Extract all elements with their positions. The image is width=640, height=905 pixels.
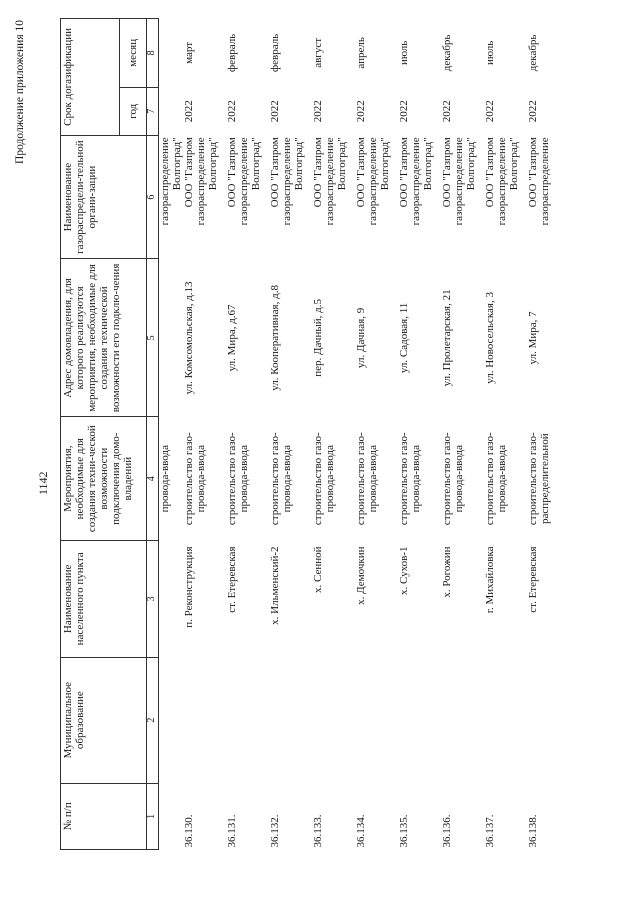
row-organization: ООО "Газпром газораспределение Волгоград" — [269, 137, 305, 226]
row-address: ул. Дачная, 9 — [355, 307, 367, 369]
col-header-settlement: Наименование населенного пункта — [61, 540, 147, 657]
row-municipality — [355, 657, 398, 783]
row-measure: строительство газо-провода-ввода — [441, 432, 465, 526]
col-header-year: год — [120, 87, 147, 135]
row-year: 2022 — [269, 100, 281, 123]
row-number: 36.131. — [226, 814, 238, 848]
table-row — [183, 19, 226, 850]
row-month: декабрь — [441, 34, 453, 72]
row-organization: ООО "Газпром газораспределение Волгоград" — [441, 137, 477, 226]
index-3: 3 — [147, 540, 159, 657]
row-address: ул. Садовая, 11 — [398, 302, 410, 374]
row-address: ул. Мира, 7 — [527, 311, 539, 365]
row-measure: строительство газо-провода-ввода — [355, 432, 379, 526]
row-number: 36.134. — [355, 814, 367, 848]
row-address: ул. Комсомольская, д.13 — [183, 281, 195, 395]
row-organization: ООО "Газпром газораспределение Волгоград" — [312, 137, 348, 226]
row-month: август — [312, 37, 324, 68]
row-address: ул. Новосельская, 3 — [484, 292, 496, 384]
index-8: 8 — [147, 19, 159, 88]
row-year: 2022 — [527, 100, 539, 123]
index-5: 5 — [147, 259, 159, 417]
row-settlement: х. Ильменский-2 — [269, 546, 281, 625]
continuation-row — [159, 19, 184, 850]
table-row — [355, 19, 398, 850]
row-measure: строительство газо-провода-ввода — [312, 432, 336, 526]
table-row — [441, 19, 484, 850]
index-7: 7 — [147, 87, 159, 135]
col-header-number: № п/п — [61, 783, 147, 849]
col-header-month: месяц — [120, 19, 147, 88]
row-number: 36.133. — [312, 814, 324, 848]
row-organization: ООО "Газпром газораспределение Волгоград" — [183, 137, 219, 226]
row-settlement: п. Реконструкция — [183, 546, 195, 628]
row-municipality — [312, 657, 355, 783]
row-municipality — [441, 657, 484, 783]
row-settlement: х. Сенной — [312, 546, 324, 593]
continuation-measure: провода-ввода — [159, 445, 171, 513]
table-row — [398, 19, 441, 850]
row-month: февраль — [226, 33, 238, 72]
row-year: 2022 — [355, 100, 367, 123]
row-measure: строительство газо-провода-ввода — [183, 432, 207, 526]
row-measure: строительство газо-провода-ввода — [269, 432, 293, 526]
page-number: 1142 — [36, 471, 50, 495]
row-municipality — [226, 657, 269, 783]
row-address: ул. Пролетарская, 21 — [441, 289, 453, 387]
row-address: ул. Кооперативная, д.8 — [269, 285, 281, 391]
row-year: 2022 — [183, 100, 195, 123]
row-year: 2022 — [441, 100, 453, 123]
index-6: 6 — [147, 135, 159, 259]
appendix-caption: Продолжение приложения 10 — [14, 20, 26, 164]
row-municipality — [484, 657, 527, 783]
row-municipality — [398, 657, 441, 783]
row-month: март — [183, 41, 195, 64]
row-organization: ООО "Газпром газораспределение Волгоград" — [484, 137, 520, 226]
row-number: 36.137. — [484, 814, 496, 848]
row-measure: строительство газо-провода-ввода — [226, 432, 250, 526]
row-municipality — [269, 657, 312, 783]
row-address: ул. Мира, д.67 — [226, 304, 238, 372]
row-month: июль — [398, 40, 410, 66]
row-year: 2022 — [398, 100, 410, 123]
row-measure: строительство газо-провода-ввода — [398, 432, 422, 526]
row-month: декабрь — [527, 34, 539, 72]
row-settlement: ст. Етеревская — [527, 546, 539, 613]
row-settlement: х. Рогожин — [441, 546, 453, 598]
row-month: февраль — [269, 33, 281, 72]
row-organization: ООО "Газпром газораспределение Волгоград" — [398, 137, 434, 226]
row-organization: ООО "Газпром газораспределение — [527, 137, 551, 226]
row-year: 2022 — [484, 100, 496, 123]
col-header-measures: Мероприятия, необходимые для создания техни-ческой возможности подключения домо-владений — [61, 417, 147, 541]
row-address: пер. Дачный, д.5 — [312, 299, 324, 377]
col-header-address: Адрес домовладения, для которого реализуются мероприятия, необходимые для создания технической возможности его подклю-чения — [61, 259, 147, 417]
table-row — [484, 19, 527, 850]
row-number: 36.135. — [398, 814, 410, 848]
row-organization: ООО "Газпром газораспределение Волгоград" — [355, 137, 391, 226]
table-row — [226, 19, 269, 850]
index-4: 4 — [147, 417, 159, 541]
row-settlement: г. Михайловка — [484, 546, 496, 614]
row-number: 36.136. — [441, 814, 453, 848]
row-year: 2022 — [226, 100, 238, 123]
table-row — [527, 19, 570, 850]
col-header-municipality: Муниципальное образование — [61, 657, 147, 783]
row-settlement: ст. Етеревская — [226, 546, 238, 613]
row-municipality — [183, 657, 226, 783]
row-measure: строительство газо-распределительной — [527, 432, 551, 526]
row-settlement: х. Демочкин — [355, 546, 367, 605]
continuation-org: газораспределение Волгоград" — [159, 137, 183, 226]
row-settlement: х. Сухов-1 — [398, 546, 410, 595]
col-header-deadline: Срок догазификации — [61, 19, 120, 136]
table-body — [159, 19, 571, 850]
row-year: 2022 — [312, 100, 324, 123]
row-municipality — [527, 657, 570, 783]
table-row — [269, 19, 312, 850]
row-number: 36.130. — [183, 814, 195, 848]
index-1: 1 — [147, 783, 159, 849]
row-measure: строительство газо-провода-ввода — [484, 432, 508, 526]
col-header-organization: Наименование газораспредели-тельной органи-зации — [61, 135, 147, 259]
table-row — [312, 19, 355, 850]
row-organization: ООО "Газпром газораспределение Волгоград" — [226, 137, 262, 226]
index-2: 2 — [147, 657, 159, 783]
row-number: 36.138. — [527, 814, 539, 848]
gasification-table — [60, 18, 570, 850]
row-month: июль — [484, 40, 496, 66]
row-month: апрель — [355, 37, 367, 69]
row-number: 36.132. — [269, 814, 281, 848]
